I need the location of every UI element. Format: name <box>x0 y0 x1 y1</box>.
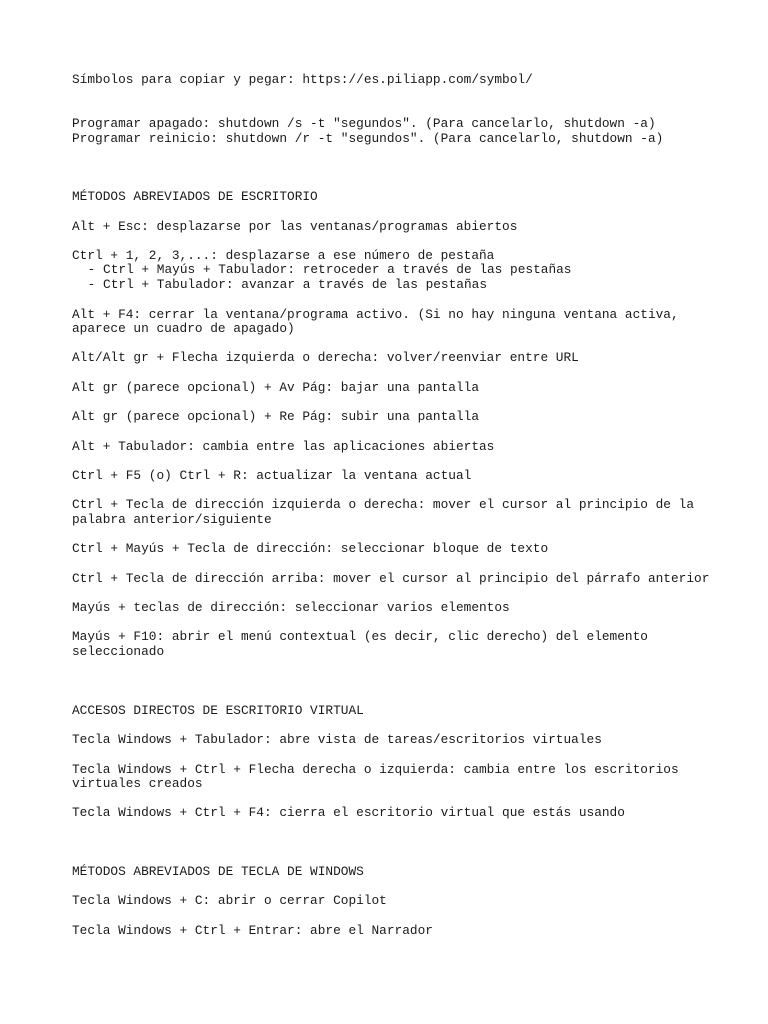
shortcut-subitem: - Ctrl + Mayús + Tabulador: retroceder a través de las pestañas <box>80 262 572 277</box>
section-heading-virtual-desktop: ACCESOS DIRECTOS DE ESCRITORIO VIRTUAL <box>72 703 364 718</box>
shortcut-line: Mayús + teclas de dirección: seleccionar varios elementos <box>72 600 510 615</box>
shortcut-line: Tecla Windows + Ctrl + Entrar: abre el Narrador <box>72 923 433 938</box>
shortcut-line: Tecla Windows + Ctrl + F4: cierra el escritorio virtual que estás usando <box>72 805 625 820</box>
shortcut-line: Ctrl + F5 (o) Ctrl + R: actualizar la ventana actual <box>72 468 472 483</box>
shortcut-line: Ctrl + 1, 2, 3,...: desplazarse a ese número de pestaña <box>72 248 495 263</box>
section-heading-windows-key: MÉTODOS ABREVIADOS DE TECLA DE WINDOWS <box>72 864 364 879</box>
shortcut-line-continued: virtuales creados <box>72 776 203 791</box>
shortcut-line: Tecla Windows + Tabulador: abre vista de tareas/escritorios virtuales <box>72 732 602 747</box>
symbols-link-line: Símbolos para copiar y pegar: https://es.piliapp.com/symbol/ <box>72 72 533 87</box>
shortcut-line: Alt + Esc: desplazarse por las ventanas/programas abiertos <box>72 219 518 234</box>
shortcut-line: Ctrl + Mayús + Tecla de dirección: seleccionar bloque de texto <box>72 541 549 556</box>
shutdown-line: Programar apagado: shutdown /s -t "segundos". (Para cancelarlo, shutdown -a) <box>72 116 656 131</box>
shortcut-line: Tecla Windows + C: abrir o cerrar Copilot <box>72 893 387 908</box>
shortcut-line-continued: palabra anterior/siguiente <box>72 512 272 527</box>
shortcut-line: Ctrl + Tecla de dirección izquierda o derecha: mover el cursor al principio de la <box>72 497 695 512</box>
shortcut-line: Alt + Tabulador: cambia entre las aplicaciones abiertas <box>72 439 495 454</box>
shortcut-line: Alt gr (parece opcional) + Av Pág: bajar una pantalla <box>72 380 480 395</box>
shortcut-line: Alt/Alt gr + Flecha izquierda o derecha: volver/reenviar entre URL <box>72 350 579 365</box>
shortcut-line: Alt gr (parece opcional) + Re Pág: subir una pantalla <box>72 409 480 424</box>
shortcut-line: Mayús + F10: abrir el menú contextual (es decir, clic derecho) del elemento <box>72 629 648 644</box>
restart-line: Programar reinicio: shutdown /r -t "segundos". (Para cancelarlo, shutdown -a) <box>72 131 664 146</box>
shortcut-line: Ctrl + Tecla de dirección arriba: mover el cursor al principio del párrafo anterior <box>72 571 710 586</box>
shortcut-line: Alt + F4: cerrar la ventana/programa activo. (Si no hay ninguna ventana activa, <box>72 307 679 322</box>
section-heading-desktop: MÉTODOS ABREVIADOS DE ESCRITORIO <box>72 189 318 204</box>
shortcut-line: Tecla Windows + Ctrl + Flecha derecha o izquierda: cambia entre los escritorios <box>72 762 679 777</box>
shortcut-line-continued: aparece un cuadro de apagado) <box>72 321 295 336</box>
shortcut-line-continued: seleccionado <box>72 644 165 659</box>
shortcut-subitem: - Ctrl + Tabulador: avanzar a través de las pestañas <box>80 277 488 292</box>
